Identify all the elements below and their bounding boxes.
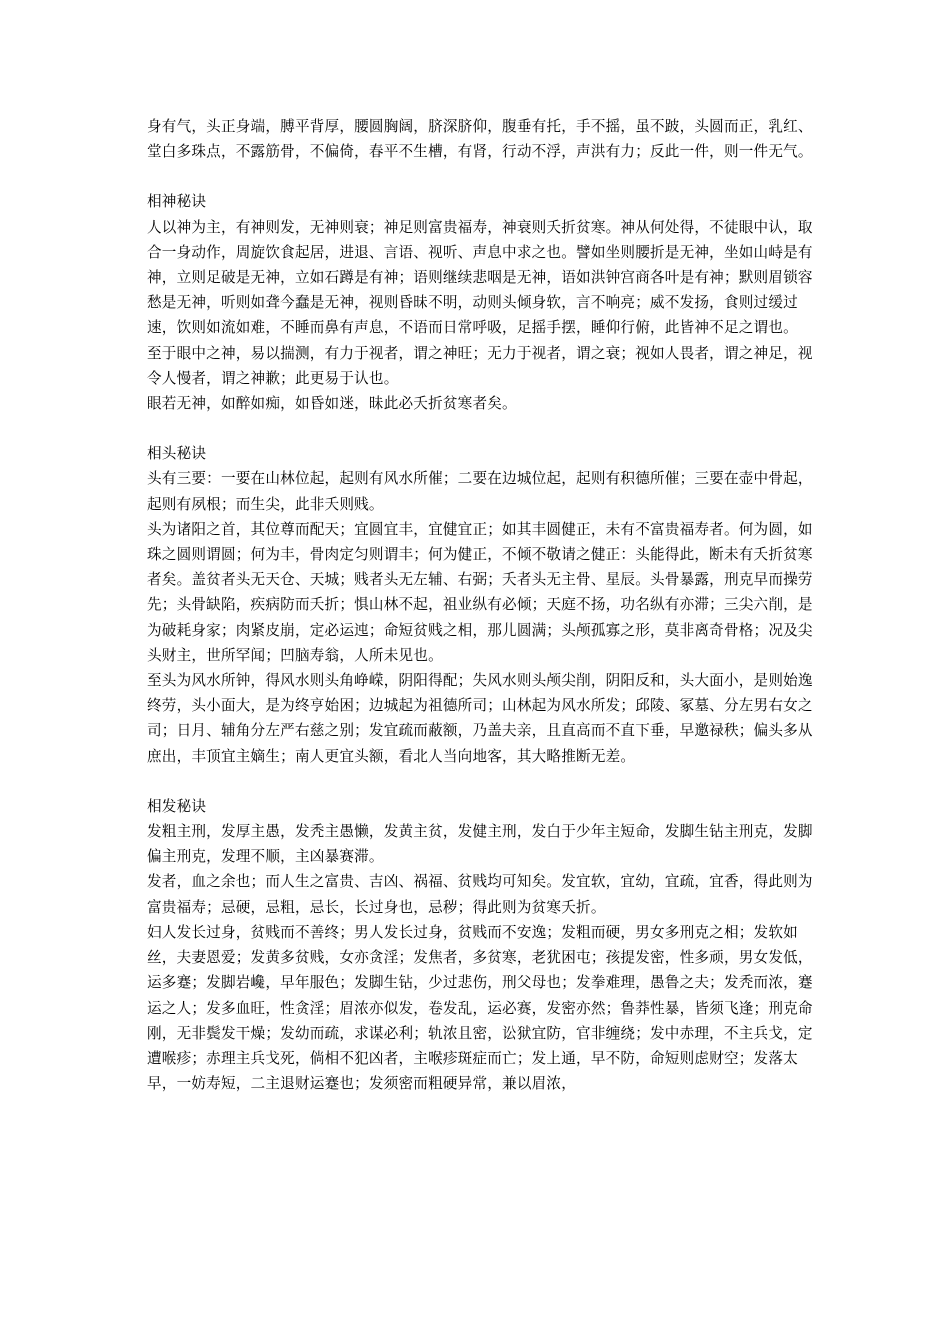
document-page [147, 114, 813, 1096]
section-title: 相神秘诀 [147, 193, 207, 211]
paragraph: 头为诸阳之首，其位尊而配天；宜圆宜丰，宜健宜正；如其丰圆健正，未有不富贵福寿者。何为圆，如珠之圆则谓圆；何为丰，骨肉定匀则谓丰；何为健正，不倾不敬请之健正：头能得此，断未有夭折贫寒者矣。盖贫者头无天仓、天城；贱者头无左辅、右弼；夭者头无主骨、星辰。头骨暴露，刑克早而操劳先；头骨缺陷，疾病防而夭折；惧山林不起，祖业纵有必倾；天庭不扬，功名纵有亦滞；三尖六削，是为破耗身家；肉紧皮崩，定必运迍；命短贫贱之相，那儿圆满；头颅孤寡之形，莫非离奇骨格；况及尖头财主，世所罕闻；凹脑寿翁，人所未见也。 [147, 520, 813, 664]
paragraph: 发粗主刑，发厚主愚，发秃主愚懒，发黄主贫，发健主刑，发白于少年主短命，发脚生钻主刑克，发脚偏主刑克，发理不顺，主凶暴赛滞。 [147, 823, 813, 866]
paragraph: 至于眼中之神，易以揣测，有力于视者，谓之神旺；无力于视者，谓之衰；视如人畏者，谓之神足，视令人慢者，谓之神歉；此更易于认也。 [147, 344, 813, 387]
paragraph: 妇人发长过身，贫贱而不善终；男人发长过身，贫贱而不安逸；发粗而硬，男女多刑克之相；发软如丝，夫妻恩爱；发黄多贫贱，女亦贪淫；发焦者，多贫寒，老犹困屯；孩提发密，性多顽，男女发低，运多蹇；发脚岩巉，早年服色；发脚生钻，少过悲伤，刑父母也；发拳难理，愚鲁之夫；发秃而浓，蹇运之人；发多血旺，性贪淫；眉浓亦似发，卷发乱，运必赛，发密亦然；鲁莽性暴，皆须飞逢；刑克命刚，无非鬓发干燥；发幼而疏，求谋必利；轨浓且密，讼狱宜防，官非缠绕；发中赤理，不主兵戈，定遭喉疹；赤理主兵戈死，倘相不犯凶者，主喉疹斑症而亡；发上通，早不防，命短则虑财空；发落太早，一妨寿短，二主退财运蹇也；发须密而粗硬异常，兼以眉浓， [147, 923, 813, 1093]
paragraph: 人以神为主，有神则发，无神则衰；神足则富贵福寿，神衰则夭折贫寒。神从何处得，不徒眼中认，取合一身动作，周旋饮食起居，进退、言语、视听、声息中求之也。譬如坐则腰折是无神，坐如山峙是有神，立则足破是无神，立如石蹲是有神；语则继续悲咽是无神，语如洪钟宫商各叶是有神；默则眉锁容愁是无神，听则如聋今蠢是无神，视则昏昧不明，动则头倾身软，言不响亮；威不发扬，食则过缓过速，饮则如流如难，不睡而鼻有声息，不语而日常呼吸，足摇手摆，睡仰行俯，此皆神不足之谓也。 [147, 218, 813, 337]
section-title: 相头秘诀 [147, 445, 207, 463]
intro-paragraph: 身有气，头正身端，膊平背厚，腰圆胸阔，脐深脐仰，腹垂有托，手不摇，虽不跛，头圆而正，乳红、堂白多珠点，不露筋骨，不偏倚，春平不生槽，有肾，行动不浮，声洪有力；反此一件，则一件无气。 [147, 118, 813, 161]
section-shen [147, 189, 813, 416]
paragraph: 眼若无神，如醉如痴，如昏如迷，昧此必夭折贫寒者矣。 [147, 395, 517, 413]
section-title: 相发秘诀 [147, 797, 207, 815]
paragraph: 发者，血之余也；而人生之富贵、吉凶、祸福、贫贱均可知矣。发宜软，宜幼，宜疏，宜香，得此则为富贵福寿；忌硬，忌粗，忌长，长过身也，忌秽；得此则为贫寒夭折。 [147, 873, 813, 916]
section-tou [147, 441, 813, 769]
paragraph: 头有三要：一要在山林位起，起则有风水所催；二要在边城位起，起则有积德所催；三要在壶中骨起，起则有夙根；而生尖，此非夭则贱。 [147, 470, 813, 513]
paragraph: 至头为风水所钟，得风水则头角峥嵘，阴阳得配；失风水则头颅尖削，阴阳反和，头大面小，是则始逸终劳，头小面大，是为终亨始困；边城起为祖德所司；山林起为风水所发；邱陵、冢墓、分左男右女之司；日月、辅角分左严右慈之别；发宜疏而蔽额，乃盖夫亲，且直高而不直下垂，早邀禄秩；偏头多从庶出，丰顶宜主嫡生；南人更宜头额，看北人当向地客，其大略推断无差。 [147, 672, 813, 765]
section-fa [147, 794, 813, 1096]
intro-block [147, 114, 813, 164]
